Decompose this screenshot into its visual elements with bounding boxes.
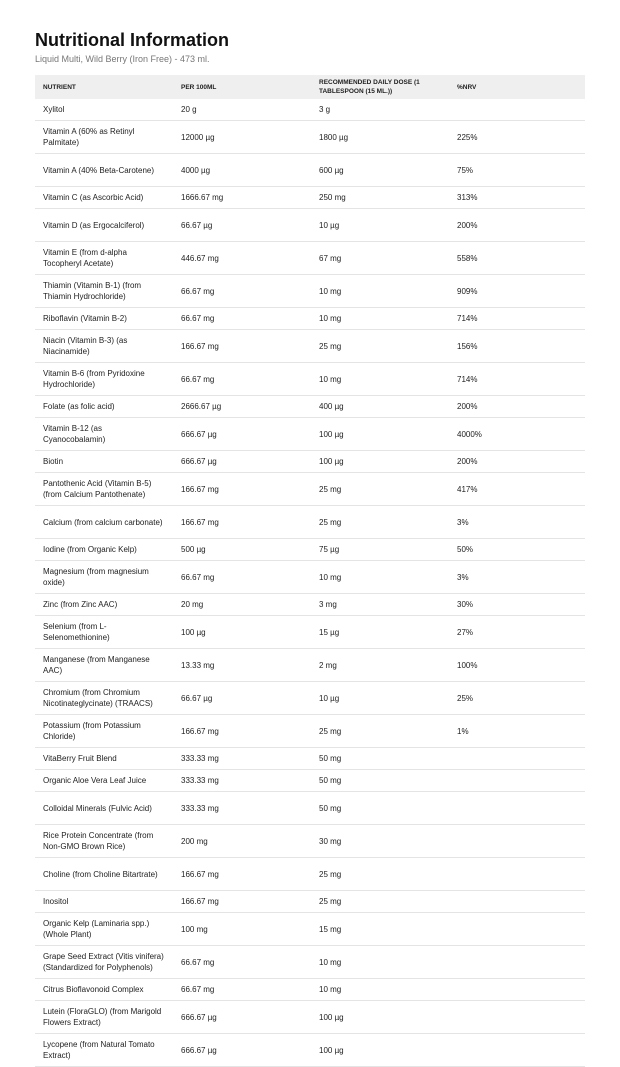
per-100ml-cell: 20 g [173,99,311,121]
header-row [35,75,585,99]
per-100ml-cell: 166.67 mg [173,891,311,913]
table-row [35,451,585,473]
nrv-cell: 27% [449,616,585,649]
per-100ml-cell: 666.67 µg [173,1001,311,1034]
nutrient-cell: Pantothenic Acid (Vitamin B-5) (from Calcium Pantothenate) [35,473,173,506]
header-per-100ml: PER 100ML [173,75,311,99]
per-100ml-cell: 66.67 mg [173,979,311,1001]
nrv-cell: 30% [449,594,585,616]
per-100ml-cell: 12000 µg [173,121,311,154]
per-100ml-cell: 333.33 mg [173,792,311,825]
table-row [35,1001,585,1034]
daily-dose-cell: 10 mg [311,363,449,396]
nrv-cell [449,748,585,770]
daily-dose-cell: 400 µg [311,396,449,418]
per-100ml-cell: 666.67 µg [173,418,311,451]
daily-dose-cell: 15 µg [311,616,449,649]
per-100ml-cell: 166.67 mg [173,473,311,506]
nrv-cell [449,946,585,979]
table-row [35,913,585,946]
nrv-cell: 558% [449,242,585,275]
daily-dose-cell: 30 mg [311,825,449,858]
table-row [35,825,585,858]
nutrient-cell: Potassium (from Potassium Chloride) [35,715,173,748]
nrv-cell: 75% [449,154,585,187]
table-row [35,187,585,209]
nutrient-cell: Selenium (from L-Selenomethionine) [35,616,173,649]
table-row [35,209,585,242]
daily-dose-cell: 25 mg [311,715,449,748]
nrv-cell [449,891,585,913]
table-row [35,418,585,451]
daily-dose-cell: 250 mg [311,187,449,209]
per-100ml-cell: 66.67 mg [173,946,311,979]
nrv-cell: 200% [449,396,585,418]
daily-dose-cell: 2 mg [311,649,449,682]
daily-dose-cell: 100 µg [311,418,449,451]
nrv-cell: 200% [449,209,585,242]
nutrition-table-header [35,75,585,99]
table-row [35,616,585,649]
nutrient-cell: Calcium (from calcium carbonate) [35,506,173,539]
nrv-cell [449,770,585,792]
nrv-cell: 225% [449,121,585,154]
nutrient-cell: Vitamin D (as Ergocalciferol) [35,209,173,242]
nrv-cell [449,858,585,891]
per-100ml-cell: 20 mg [173,594,311,616]
nutrition-table [35,75,585,1067]
table-row [35,242,585,275]
daily-dose-cell: 10 µg [311,209,449,242]
table-row [35,539,585,561]
daily-dose-cell: 10 µg [311,682,449,715]
per-100ml-cell: 66.67 mg [173,561,311,594]
daily-dose-cell: 100 µg [311,1001,449,1034]
nrv-cell: 3% [449,561,585,594]
nutrient-cell: Vitamin A (60% as Retinyl Palmitate) [35,121,173,154]
nrv-cell [449,1001,585,1034]
per-100ml-cell: 66.67 mg [173,308,311,330]
nutrient-cell: Grape Seed Extract (Vitis vinifera) (Standardized for Polyphenols) [35,946,173,979]
nutrient-cell: Chromium (from Chromium Nicotinateglycinate) (TRAACS) [35,682,173,715]
per-100ml-cell: 100 µg [173,616,311,649]
daily-dose-cell: 10 mg [311,561,449,594]
nutrient-cell: Niacin (Vitamin B-3) (as Niacinamide) [35,330,173,363]
per-100ml-cell: 166.67 mg [173,330,311,363]
nutrient-cell: Zinc (from Zinc AAC) [35,594,173,616]
daily-dose-cell: 75 µg [311,539,449,561]
daily-dose-cell: 10 mg [311,946,449,979]
table-row [35,473,585,506]
nrv-cell: 909% [449,275,585,308]
nutrient-cell: Folate (as folic acid) [35,396,173,418]
daily-dose-cell: 25 mg [311,330,449,363]
daily-dose-cell: 25 mg [311,506,449,539]
table-row [35,121,585,154]
header-daily-dose: RECOMMENDED DAILY DOSE (1 TABLESPOON (15 ML.)) [311,75,449,99]
table-row [35,770,585,792]
nrv-cell [449,913,585,946]
daily-dose-cell: 100 µg [311,451,449,473]
nutrient-cell: Vitamin B-12 (as Cyanocobalamin) [35,418,173,451]
per-100ml-cell: 500 µg [173,539,311,561]
nutrient-cell: VitaBerry Fruit Blend [35,748,173,770]
nutrient-cell: Vitamin E (from d-alpha Tocopheryl Acetate) [35,242,173,275]
per-100ml-cell: 100 mg [173,913,311,946]
per-100ml-cell: 2666.67 µg [173,396,311,418]
per-100ml-cell: 666.67 µg [173,1034,311,1067]
table-row [35,308,585,330]
nrv-cell: 417% [449,473,585,506]
daily-dose-cell: 600 µg [311,154,449,187]
nrv-cell [449,1034,585,1067]
nutrient-cell: Vitamin A (40% Beta-Carotene) [35,154,173,187]
nrv-cell: 714% [449,308,585,330]
per-100ml-cell: 166.67 mg [173,506,311,539]
per-100ml-cell: 333.33 mg [173,748,311,770]
nrv-cell: 1% [449,715,585,748]
page-title: Nutritional Information [35,30,229,50]
table-row [35,748,585,770]
table-row [35,561,585,594]
per-100ml-cell: 66.67 mg [173,275,311,308]
table-row [35,396,585,418]
per-100ml-cell: 166.67 mg [173,715,311,748]
daily-dose-cell: 10 mg [311,275,449,308]
nutrient-cell: Lutein (FloraGLO) (from Marigold Flowers Extract) [35,1001,173,1034]
nutrient-cell: Choline (from Choline Bitartrate) [35,858,173,891]
table-row [35,363,585,396]
daily-dose-cell: 50 mg [311,770,449,792]
nrv-cell: 200% [449,451,585,473]
nutrient-cell: Thiamin (Vitamin B-1) (from Thiamin Hydrochloride) [35,275,173,308]
header-nutrient: NUTRIENT [35,75,173,99]
per-100ml-cell: 166.67 mg [173,858,311,891]
table-row [35,891,585,913]
per-100ml-cell: 66.67 µg [173,209,311,242]
nutrient-cell: Inositol [35,891,173,913]
daily-dose-cell: 10 mg [311,308,449,330]
daily-dose-cell: 3 g [311,99,449,121]
nrv-cell: 50% [449,539,585,561]
table-row [35,594,585,616]
nutrient-cell: Riboflavin (Vitamin B-2) [35,308,173,330]
nutrient-cell: Manganese (from Manganese AAC) [35,649,173,682]
table-row [35,682,585,715]
nutrition-table-body [35,99,585,1067]
daily-dose-cell: 50 mg [311,792,449,825]
table-row [35,330,585,363]
nutrient-cell: Organic Kelp (Laminaria spp.) (Whole Plant) [35,913,173,946]
daily-dose-cell: 25 mg [311,858,449,891]
table-row [35,154,585,187]
per-100ml-cell: 66.67 µg [173,682,311,715]
nutrient-cell: Biotin [35,451,173,473]
daily-dose-cell: 25 mg [311,891,449,913]
daily-dose-cell: 3 mg [311,594,449,616]
daily-dose-cell: 50 mg [311,748,449,770]
product-subtitle: Liquid Multi, Wild Berry (Iron Free) - 473 ml. [35,54,210,64]
table-row [35,649,585,682]
table-row [35,946,585,979]
per-100ml-cell: 446.67 mg [173,242,311,275]
nrv-cell: 313% [449,187,585,209]
nutrient-cell: Rice Protein Concentrate (from Non-GMO Brown Rice) [35,825,173,858]
table-row [35,715,585,748]
per-100ml-cell: 13.33 mg [173,649,311,682]
nrv-cell: 100% [449,649,585,682]
header-nrv: %NRV [449,75,585,99]
daily-dose-cell: 15 mg [311,913,449,946]
table-row [35,858,585,891]
nutrient-cell: Organic Aloe Vera Leaf Juice [35,770,173,792]
table-row [35,792,585,825]
per-100ml-cell: 333.33 mg [173,770,311,792]
nutrient-cell: Xylitol [35,99,173,121]
nrv-cell: 156% [449,330,585,363]
per-100ml-cell: 200 mg [173,825,311,858]
nutrient-cell: Citrus Bioflavonoid Complex [35,979,173,1001]
table-row [35,1034,585,1067]
daily-dose-cell: 10 mg [311,979,449,1001]
daily-dose-cell: 1800 µg [311,121,449,154]
nrv-cell [449,792,585,825]
nrv-cell: 714% [449,363,585,396]
nutrient-cell: Iodine (from Organic Kelp) [35,539,173,561]
per-100ml-cell: 66.67 mg [173,363,311,396]
table-row [35,506,585,539]
nutrient-cell: Lycopene (from Natural Tomato Extract) [35,1034,173,1067]
nutrient-cell: Vitamin B-6 (from Pyridoxine Hydrochloride) [35,363,173,396]
table-row [35,99,585,121]
daily-dose-cell: 25 mg [311,473,449,506]
table-row [35,979,585,1001]
daily-dose-cell: 67 mg [311,242,449,275]
nrv-cell: 4000% [449,418,585,451]
per-100ml-cell: 1666.67 mg [173,187,311,209]
nrv-cell [449,979,585,1001]
nutrient-cell: Magnesium (from magnesium oxide) [35,561,173,594]
per-100ml-cell: 4000 µg [173,154,311,187]
nrv-cell [449,99,585,121]
nrv-cell: 3% [449,506,585,539]
daily-dose-cell: 100 µg [311,1034,449,1067]
nrv-cell [449,825,585,858]
per-100ml-cell: 666.67 µg [173,451,311,473]
nrv-cell: 25% [449,682,585,715]
table-row [35,275,585,308]
nutrient-cell: Vitamin C (as Ascorbic Acid) [35,187,173,209]
nutrient-cell: Colloidal Minerals (Fulvic Acid) [35,792,173,825]
